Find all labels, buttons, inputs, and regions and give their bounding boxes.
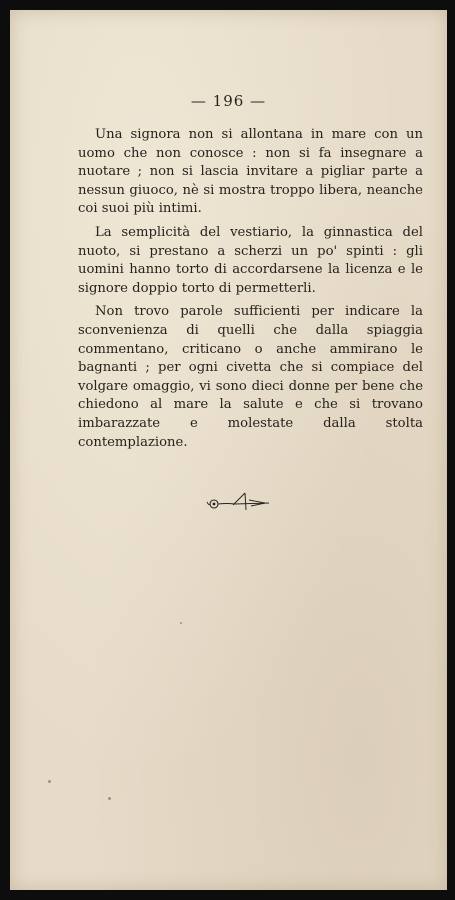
paper-speck — [108, 797, 111, 800]
paragraph-3: Non trovo parole sufficienti per indicare la sconvenienza di quelli che dalla spiaggia commentano, criticano o anche ammirano le bagnanti ; per ogni civetta che si compiace del volgare omaggio, vi sono dieci donne per bene che chiedono al mare la salute e che si trovano imbarazzate e molestate dalla stolta contemplazione. — [78, 304, 423, 450]
book-page — [10, 10, 447, 890]
paper-speck — [180, 622, 182, 624]
paragraph-2: La semplicità del vestiario, la ginnastica del nuoto, si prestano a scherzi un po' spinti : gli uomini hanno torto di accordarsene la licenza e le signore doppio torto di permetterli. — [78, 224, 423, 296]
paragraph-1: Una signora non si allontana in mare con un uomo che non conosce : non si fa insegnare a nuotare ; non si lascia invitare a pigliar parte a nessun giuoco, nè si mostra troppo libera, neanche coi suoi più intimi. — [78, 127, 423, 217]
decorative-flourish-icon — [205, 490, 277, 512]
body-text — [78, 126, 423, 457]
page-number: — 196 — — [190, 92, 267, 110]
paper-speck — [48, 780, 51, 783]
